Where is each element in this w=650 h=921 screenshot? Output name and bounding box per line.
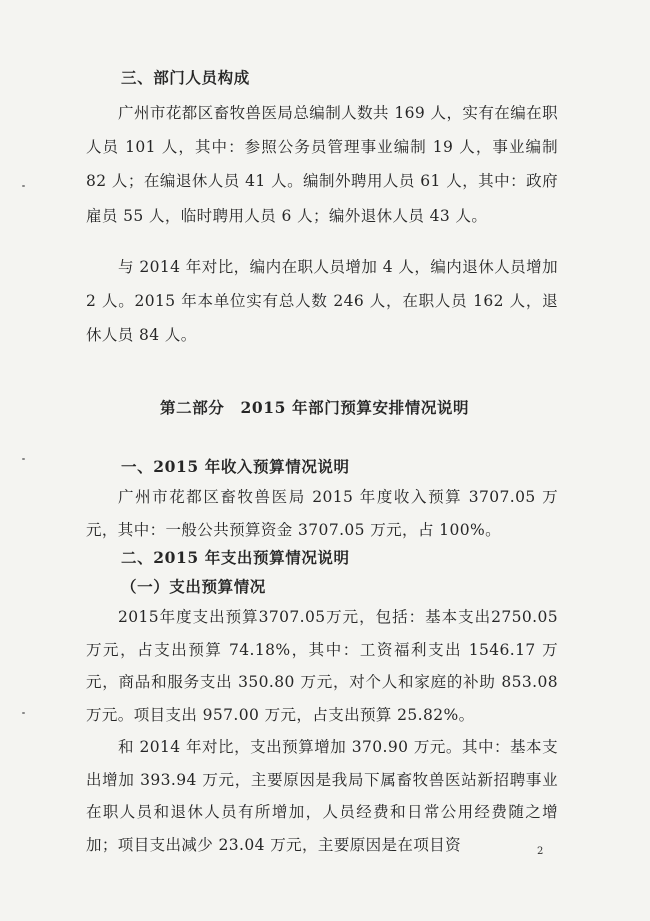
expenditure-comparison-paragraph: 和 2014 年对比，支出预算增加 370.90 万元。其中：基本支出增加 393.94 万元，主要原因是我局下属畜牧兽医站新招聘事业在职人员和退休人员有所增加，人员经费和日常公用经费随之增加；项目支出减少 23.04 万元，主要原因是在项目资 bbox=[86, 738, 558, 854]
page-number: 2 bbox=[537, 846, 544, 857]
scan-mark bbox=[22, 185, 25, 187]
staff-comparison-paragraph: 与 2014 年对比，编内在职人员增加 4 人，编内退休人员增加 2 人。2015 年本单位实有总人数 246 人，在职人员 162 人，退休人员 84 人。 bbox=[86, 258, 558, 345]
expenditure-subheading: （一）支出预算情况 bbox=[121, 577, 266, 596]
expenditure-budget-heading: 二、2015 年支出预算情况说明 bbox=[121, 548, 350, 567]
staff-composition-paragraph: 广州市花都区畜牧兽医局总编制人数共 169 人，实有在编在职人员 101 人，其中：参照公务员管理事业编制 19 人，事业编制 82 人；在编退休人员 41 人。编制外聘用人员 61 人，其中：政府雇员 55 人，临时聘用人员 6 人；编外退休人员 43 人。 bbox=[86, 104, 558, 225]
section-three-heading: 三、部门人员构成 bbox=[121, 68, 250, 87]
income-budget-heading: 一、2015 年收入预算情况说明 bbox=[121, 457, 350, 476]
scan-mark bbox=[22, 458, 25, 460]
scan-mark bbox=[22, 712, 25, 714]
income-budget-paragraph: 广州市花都区畜牧兽医局 2015 年度收入预算 3707.05 万元，其中：一般公共预算资金 3707.05 万元，占 100%。 bbox=[86, 488, 558, 539]
expenditure-detail-paragraph: 2015年度支出预算3707.05万元，包括：基本支出2750.05万元，占支出预算 74.18%，其中：工资福利支出 1546.17 万元，商品和服务支出 350.80 万元，对个人和家庭的补助 853.08 万元。项目支出 957.00 万元，占支出预算 25.82%。 bbox=[86, 608, 558, 724]
part-two-title: 第二部分 2015 年部门预算安排情况说明 bbox=[160, 398, 470, 417]
